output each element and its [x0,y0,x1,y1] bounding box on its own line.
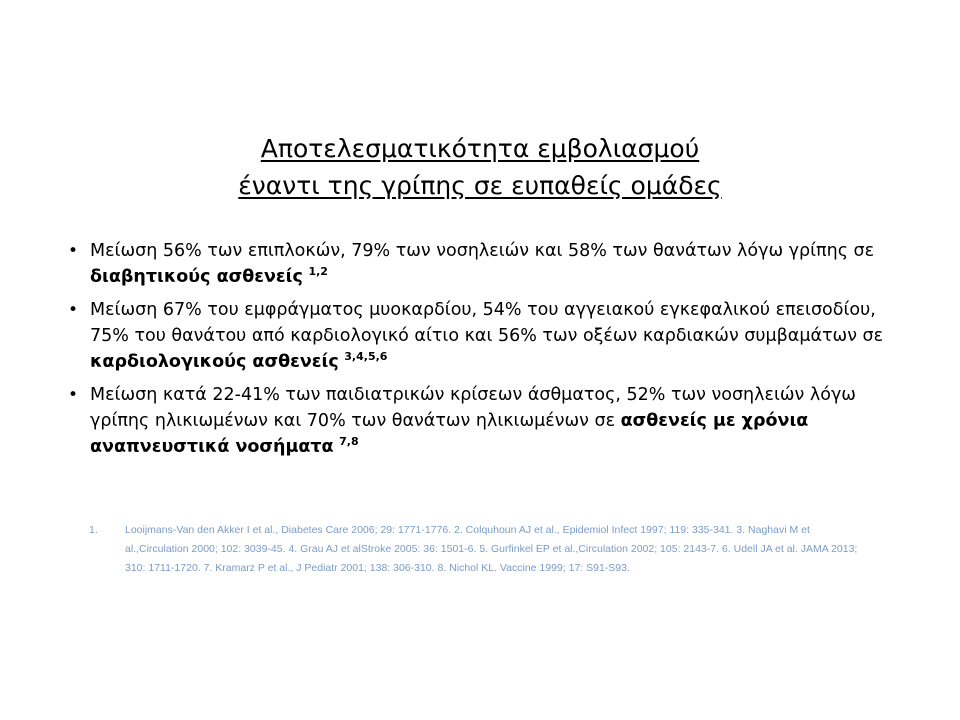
bullet-marker: • [68,241,79,261]
title-line-2: έναντι της γρίπης σε ευπαθείς ομάδες [238,171,722,200]
reference-superscript: 1,2 [308,265,328,279]
bullet-respiratory [62,382,892,460]
bullet-diabetic [62,238,892,290]
reference-text: Looijmans-Van den Akker I et al., Diabetes Care 2006; 29: 1771-1776. 2. Colquhoun AJ et al., Epidemiol Infect 1997; 119: 335-341. 3. Naghavi M et al.,Circulation 2000; 102: 3039-45. 4. Grau AJ et alStroke 2005: 36: 1501-6. 5. Gurfinkel EP et al.,Circulation 2002; 105: 2143-7. 6. Udell JA et al. JAMA 2013; 310: 1711-1720. 7. Kramarz P et al., J Pediatr 2001; 138: 306-310. 8. Nichol KL. Vaccine 1999; 17: S91-S93. [125,524,858,574]
references-footnote [89,521,875,578]
bullet-marker: • [68,300,79,320]
bullet-emphasis: ασθενείς με χρόνια αναπνευστικά νοσήματα [90,411,809,457]
bullet-cardiac [62,297,892,375]
bullet-text: Μείωση 56% των επιπλοκών, 79% των νοσηλειών και 58% των θανάτων λόγω γρίπης σε [90,241,875,261]
bullet-emphasis: καρδιολογικούς ασθενείς [90,352,339,372]
bullet-text: Μείωση κατά 22-41% των παιδιατρικών κρίσεων άσθματος, 52% των νοσηλειών λόγω γρίπης ηλικιωμένων και 70% των θανάτων ηλικιωμένων σε [90,385,856,431]
bullet-text: Μείωση 67% του εμφράγματος μυοκαρδίου, 54% του αγγειακού εγκεφαλικού επεισοδίου, 75% του θανάτου από καρδιολογικό αίτιο και 56% των οξέων καρδιακών συμβαμάτων σε [90,300,884,346]
bullet-list [62,238,892,467]
reference-number: 1. [89,524,98,536]
slide-title [0,130,960,204]
title-line-1: Αποτελεσματικότητα εμβολιασμού [260,134,700,163]
reference-superscript: 3,4,5,6 [344,350,388,364]
reference-superscript: 7,8 [339,435,359,449]
bullet-marker: • [68,385,79,405]
bullet-emphasis: διαβητικούς ασθενείς [90,267,303,287]
